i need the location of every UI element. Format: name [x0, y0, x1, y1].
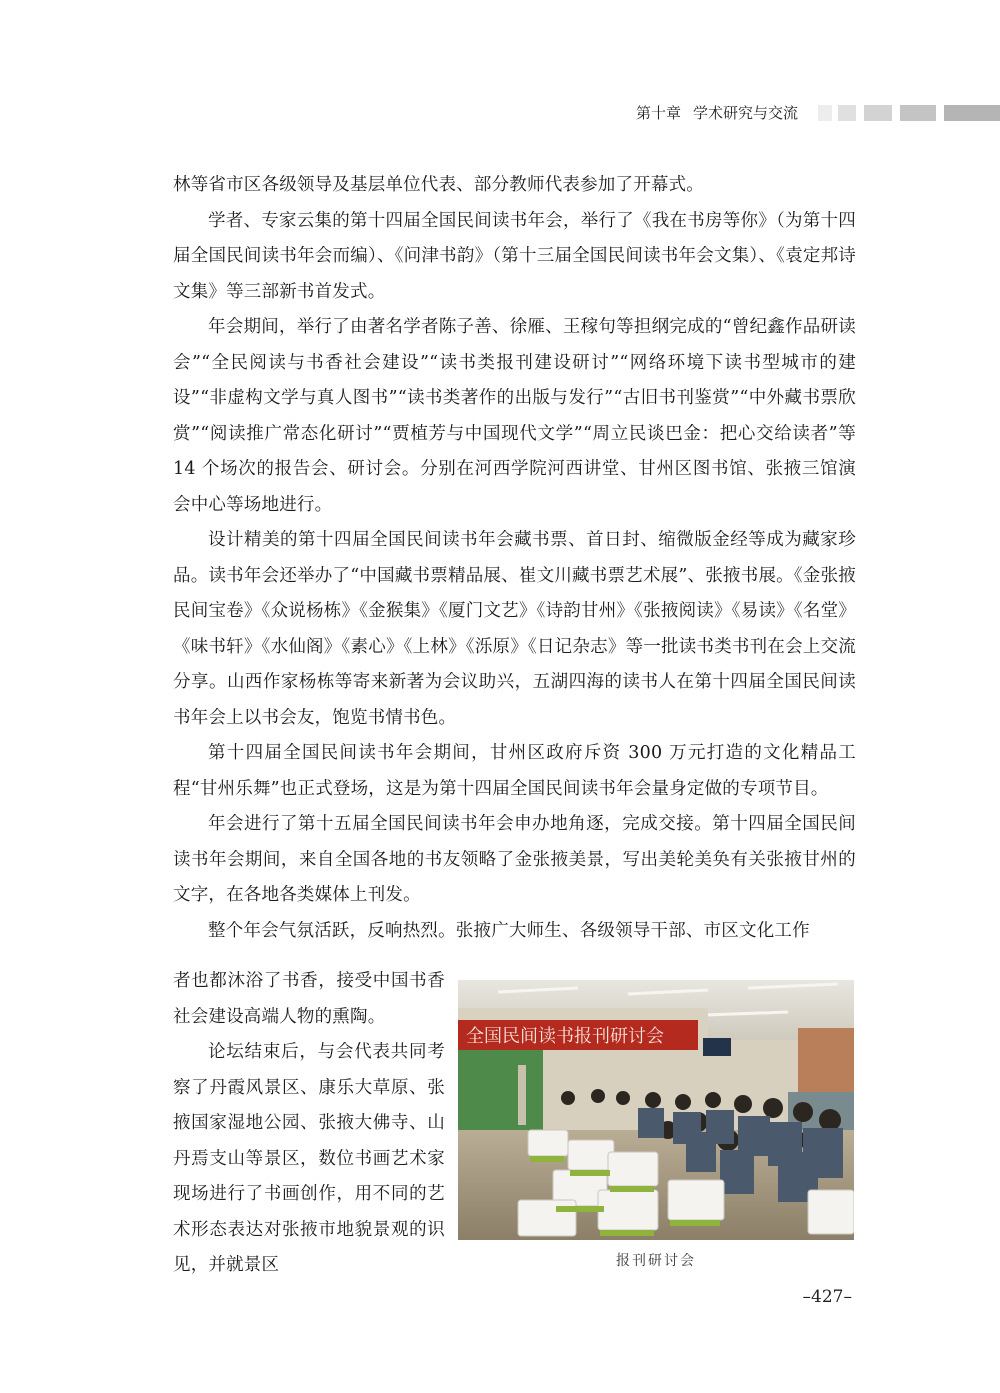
paragraph-3: 年会期间，举行了由著名学者陈子善、徐雁、王稼句等担纲完成的“曾纪鑫作品研读会”“全民阅读与书香社会建设”“读书类报刊建设研讨”“网络环境下读书型城市的建设”“非虚构文学与真人图书”“读书类著作的出版与发行”“古旧书刊鉴赏”“中外藏书票欣赏”“阅读推广常态化研讨”“贾植芳与中国现代文学”“周立民谈巴金：把心交给读者”等 14 个场次的报告会、研讨会。分别在河西学院河西讲堂、甘州区图书馆、张掖三馆演会中心等场地进行。	[173, 317, 856, 515]
chapter-heading	[636, 100, 798, 126]
photo-caption: 报刊研讨会	[616, 1253, 696, 1269]
paragraph-1: 林等省市区各级领导及基层单位代表、部分教师代表参加了开幕式。	[173, 175, 704, 195]
paragraph-4: 设计精美的第十四届全国民间读书年会藏书票、首日封、缩微版金经等成为藏家珍品。读书年会还举办了“中国藏书票精品展、崔文川藏书票艺术展”、张掖书展。《金张掖民间宝卷》《众说杨栋》《金猴集》《厦门文艺》《诗韵甘州》《张掖阅读》《易读》《名堂》《味书轩》《水仙阁》《素心》《上林》《泺原》《日记杂志》等一批读书类书刊在会上交流分享。山西作家杨栋等寄来新著为会议助兴，五湖四海的读书人在第十四届全国民间读书年会上以书会友，饱览书情书色。	[173, 530, 856, 728]
running-header	[0, 100, 1000, 126]
paragraph-6: 年会进行了第十五届全国民间读书年会申办地角逐，完成交接。第十四届全国民间读书年会期间，来自全国各地的书友领略了金张掖美景，写出美轮美奂有关张掖甘州的文字，在各地各类媒体上刊发。	[173, 814, 856, 905]
header-decoration-bar-3	[864, 105, 892, 121]
conference-room-illustration	[458, 980, 854, 1240]
header-decoration-bar-2	[838, 105, 856, 121]
photo-banner-text: 全国民间读书报刊研讨会	[466, 1026, 664, 1047]
chapter-title: 学术研究与交流	[693, 104, 799, 122]
header-decoration-bar-1	[818, 105, 832, 121]
header-decoration-bar-5	[944, 105, 1000, 121]
conference-photo	[458, 980, 854, 1240]
paragraph-7-continued: 者也都沐浴了书香，接受中国书香社会建设高端人物的熏陶。	[173, 971, 445, 1027]
header-decoration-bar-4	[900, 105, 936, 121]
paragraph-7: 整个年会气氛活跃，反响热烈。张掖广大师生、各级领导干部、市区文化工作	[208, 920, 810, 941]
wrapped-text-column	[173, 964, 445, 1284]
paragraph-5: 第十四届全国民间读书年会期间，甘州区政府斥资 300 万元打造的文化精品工程“甘州乐舞”也正式登场，这是为第十四届全国民间读书年会量身定做的专项节目。	[173, 743, 856, 799]
body-text	[173, 168, 856, 949]
paragraph-8: 论坛结束后，与会代表共同考察了丹霞风景区、康乐大草原、张掖国家湿地公园、张掖大佛寺、山丹焉支山等景区，数位书画艺术家现场进行了书画创作，用不同的艺术形态表达对张掖市地貌景观的识见，并就景区	[173, 1042, 445, 1275]
page-number: –427–	[802, 1287, 852, 1307]
paragraph-2: 学者、专家云集的第十四届全国民间读书年会，举行了《我在书房等你》（为第十四届全国民间读书年会而编）、《问津书韵》（第十三届全国民间读书年会文集）、《袁定邦诗文集》等三部新书首发式。	[173, 210, 856, 302]
chapter-number: 第十章	[636, 104, 682, 122]
